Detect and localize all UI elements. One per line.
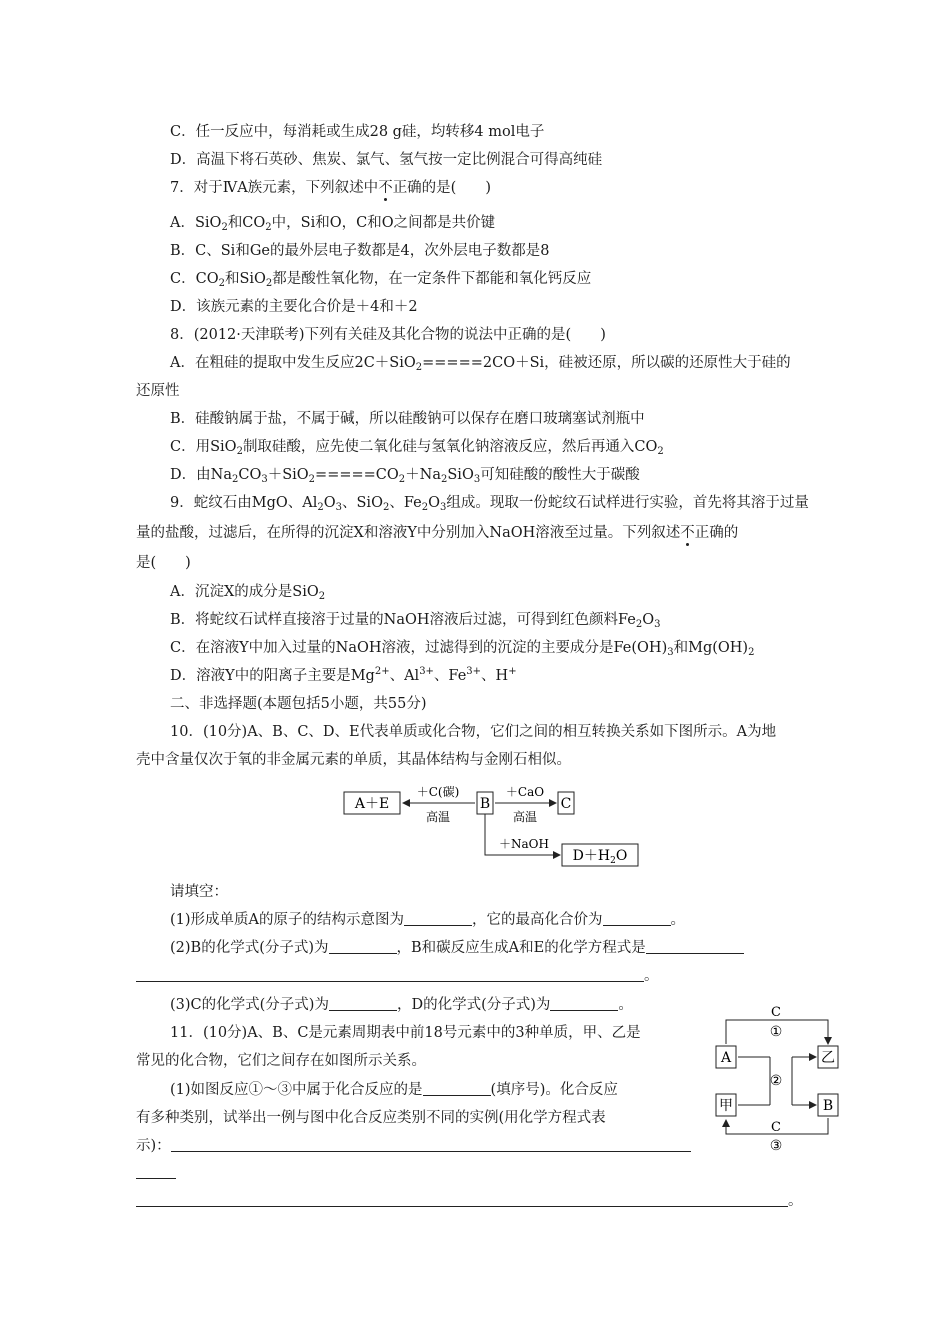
answer-blank[interactable] [423, 1081, 491, 1096]
answer-blank[interactable] [136, 1192, 788, 1207]
answer-blank[interactable] [136, 1164, 176, 1179]
box-b-label: B [479, 796, 491, 812]
q9-option-c: C．在溶液Y中加入过量的NaOH溶液，过滤得到的沉淀的主要成分是$Fe(OH)_3$和$Mg(OH)_2$ [170, 640, 755, 658]
q8-option-b: B．硅酸钠属于盐，不属于碱，所以硅酸钠可以保存在磨口玻璃塞试剂瓶中 [170, 411, 645, 427]
answer-blank[interactable] [603, 911, 671, 926]
answer-blank[interactable] [136, 967, 644, 982]
q9-stem-cont: 量的盐酸，过滤后，在所得的沉淀X和溶液Y中分别加入NaOH溶液至过量。下列叙述不正确的 [136, 525, 739, 541]
box-c-label: C [560, 796, 572, 812]
q7-option-c: C．$CO_2$和SiO$_2$都是酸性氧化物，在一定条件下都能和氧化钙反应 [170, 271, 592, 289]
label-plus-carbon: ＋C(碳) [416, 785, 460, 799]
answer-blank[interactable] [404, 911, 472, 926]
q9-option-a: A．沉淀X的成分是SiO$_2$ [170, 584, 326, 602]
q10-part-2: (2)B的化学式(分子式)为 ，B和碳反应生成A和E的化学方程式是 [170, 938, 744, 958]
q7-stem: 7．对于ⅣA族元素，下列叙述中不正确的是( ) [170, 180, 492, 196]
emphasis-dot: 不 [680, 525, 695, 541]
label-reaction-2: ② [769, 1073, 783, 1089]
q8-stem: 8．(2012·天津联考)下列有关硅及其化合物的说法中正确的是( ) [170, 327, 606, 343]
label-reaction-3: ③ [769, 1138, 783, 1154]
q11-part-1: (1)如图反应①～③中属于化合反应的是 (填序号)。化合反应 [170, 1082, 618, 1098]
box-yi-label: 乙 [821, 1050, 835, 1066]
q11-answer-line: 。 [136, 1191, 803, 1211]
q8-option-a-cont: 还原性 [136, 383, 180, 399]
answer-blank[interactable] [171, 1137, 691, 1152]
label-c-top: C [771, 1005, 781, 1020]
q11-answer-line [136, 1163, 176, 1183]
q10-reaction-diagram [330, 778, 650, 873]
q9-stem-end: 是( ) [136, 555, 191, 571]
box-b-label: B [822, 1098, 834, 1114]
q10-part-1: (1)形成单质A的原子的结构示意图为 ，它的最高化合价为 。 [170, 912, 686, 928]
q10-stem-cont: 壳中含量仅次于氧的非金属元素的单质，其晶体结构与金刚石相似。 [136, 752, 571, 768]
q11-stem-cont: 常见的化合物，它们之间存在如图所示关系。 [136, 1053, 426, 1069]
q10-part-2-cont: 。 [136, 966, 659, 986]
fill-instruction: 请填空： [170, 884, 228, 900]
q9-option-b: B．将蛇纹石试样直接溶于过量的NaOH溶液后过滤，可得到红色颜料$Fe_2O_3$ [170, 612, 661, 630]
emphasis-dot: 不 [378, 180, 393, 196]
q7-option-a: A．SiO$_2$和$CO_2$中，Si和O，C和O之间都是共价键 [170, 215, 496, 233]
q11-stem: 11．(10分)A、B、C是元素周期表中前18号元素中的3种单质，甲、乙是 [170, 1025, 641, 1041]
q7-option-b: B．C、Si和Ge的最外层电子数都是4，次外层电子数都是8 [170, 243, 550, 259]
q7-option-d: D．该族元素的主要化合价是＋4和＋2 [170, 299, 418, 315]
label-plus-cao: ＋CaO [505, 785, 545, 799]
q10-part-3: (3)C的化学式(分子式)为 ，D的化学式(分子式)为 。 [170, 997, 633, 1013]
section-heading: 二、非选择题(本题包括5小题，共55分) [170, 696, 427, 712]
answer-blank[interactable] [550, 996, 618, 1011]
label-plus-naoh: ＋NaOH [499, 837, 549, 851]
q6-option-c: C．任一反应中，每消耗或生成28 g硅，均转移4 mol电子 [170, 124, 545, 140]
label-c-bottom: C [771, 1120, 781, 1135]
q8-option-d: D．由$Na_2CO_3+SiO_2=====CO_2+Na_2SiO_3$可知硅酸的酸性大于碳酸 [170, 467, 640, 485]
q9-stem: 9．蛇纹石由MgO、$Al_2O_3$、SiO$_2$、$Fe_2O_3$组成。现取一份蛇纹石试样进行实验，首先将其溶于过量 [170, 495, 809, 513]
q11-part-1-answer: 示)： [136, 1136, 691, 1156]
q9-option-d: D．溶液Y中的阳离子主要是$Mg^{2+}$、$Al^{3+}$、$Fe^{3+}$、H+ [170, 666, 517, 684]
q6-option-d: D．高温下将石英砂、焦炭、氯气、氢气按一定比例混合可得高纯硅 [170, 152, 603, 168]
answer-blank[interactable] [329, 996, 397, 1011]
label-reaction-1: ① [769, 1024, 783, 1040]
box-d-plus-water-label: $D+H_2O$ [572, 848, 628, 866]
q8-option-a: A．在粗硅的提取中发生反应2C＋SiO$_2$=====2CO＋Si，硅被还原，所以碳的还原性大于硅的 [170, 355, 791, 373]
answer-blank[interactable] [329, 939, 397, 954]
label-high-temp-left: 高温 [425, 810, 451, 824]
q11-part-1-cont: 有多种类别，试举出一例与图中化合反应类别不同的实例(用化学方程式表 [136, 1110, 606, 1126]
label-high-temp-right: 高温 [512, 810, 538, 824]
box-jia-label: 甲 [719, 1098, 733, 1114]
box-a-label: A [720, 1050, 732, 1066]
q10-stem: 10．(10分)A、B、C、D、E代表单质或化合物，它们之间的相互转换关系如下图所示。A为地 [170, 724, 777, 740]
q11-relation-diagram [708, 1004, 858, 1164]
box-a-plus-e-label: A＋E [354, 796, 390, 812]
q8-option-c: C．用SiO$_2$制取硅酸，应先使二氧化硅与氢氧化钠溶液反应，然后再通入$CO_2$ [170, 439, 664, 457]
answer-blank[interactable] [646, 939, 744, 954]
